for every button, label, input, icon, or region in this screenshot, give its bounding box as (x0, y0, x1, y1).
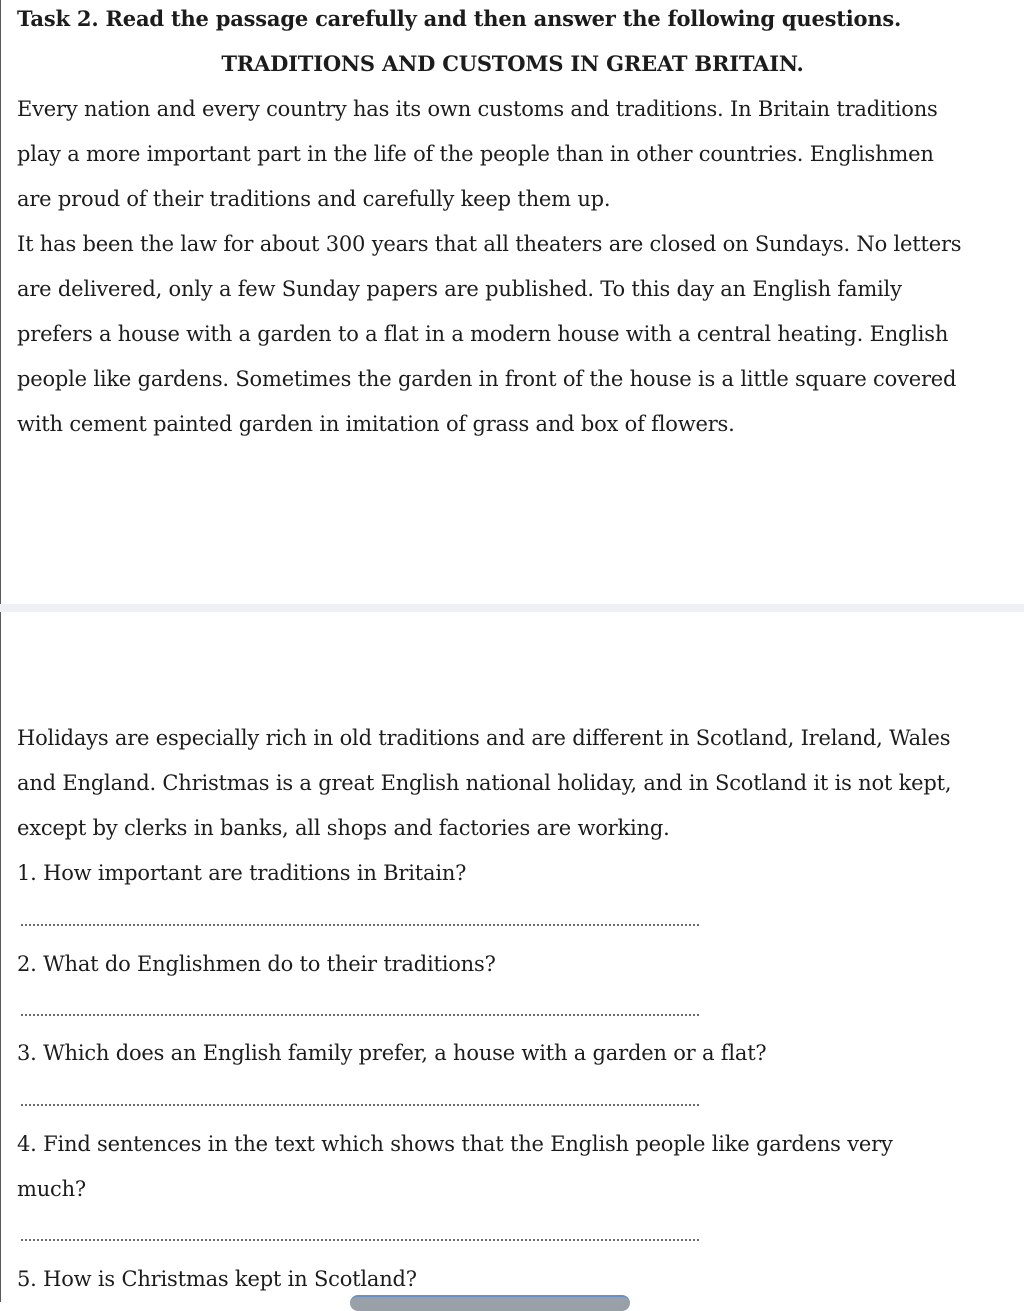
question-4: 4. Find sentences in the text which shows that the English people like gardens very (17, 1132, 893, 1156)
passage-line: are delivered, only a few Sunday papers are published. To this day an English family (17, 277, 902, 301)
document-page-1 (0, 0, 1024, 604)
passage-line: Holidays are especially rich in old traditions and are different in Scotland, Ireland, Wales (17, 726, 951, 750)
document-page-2 (0, 612, 1024, 1302)
passage-line: It has been the law for about 300 years that all theaters are closed on Sundays. No letters (17, 232, 962, 256)
task-heading: Task 2. Read the passage carefully and then answer the following questions. (17, 6, 902, 31)
question-3: 3. Which does an English family prefer, a house with a garden or a flat? (17, 1041, 767, 1065)
passage-line: Every nation and every country has its own customs and traditions. In Britain traditions (17, 97, 938, 121)
question-5: 5. How is Christmas kept in Scotland? (17, 1267, 417, 1291)
passage-line: play a more important part in the life of the people than in other countries. Englishmen (17, 142, 934, 166)
passage-line: are proud of their traditions and carefully keep them up. (17, 187, 611, 211)
answer-line-2[interactable] (21, 1014, 699, 1016)
question-1: 1. How important are traditions in Britain? (17, 861, 467, 885)
answer-line-1[interactable] (21, 924, 699, 926)
passage-line: except by clerks in banks, all shops and factories are working. (17, 816, 670, 840)
passage-line: people like gardens. Sometimes the garden in front of the house is a little square covered (17, 367, 957, 391)
passage-line: with cement painted garden in imitation of grass and box of flowers. (17, 412, 735, 436)
passage-line: and England. Christmas is a great English national holiday, and in Scotland it is not kept, (17, 771, 952, 795)
page-break (0, 604, 1024, 612)
answer-line-4[interactable] (21, 1239, 699, 1241)
passage-line: prefers a house with a garden to a flat in a modern house with a central heating. English (17, 322, 949, 346)
answer-line-3[interactable] (21, 1104, 699, 1106)
question-4-continued: much? (17, 1177, 86, 1201)
horizontal-scrollbar-thumb[interactable] (350, 1295, 630, 1311)
question-2: 2. What do Englishmen do to their traditions? (17, 952, 496, 976)
passage-title: TRADITIONS AND CUSTOMS IN GREAT BRITAIN. (221, 51, 804, 76)
